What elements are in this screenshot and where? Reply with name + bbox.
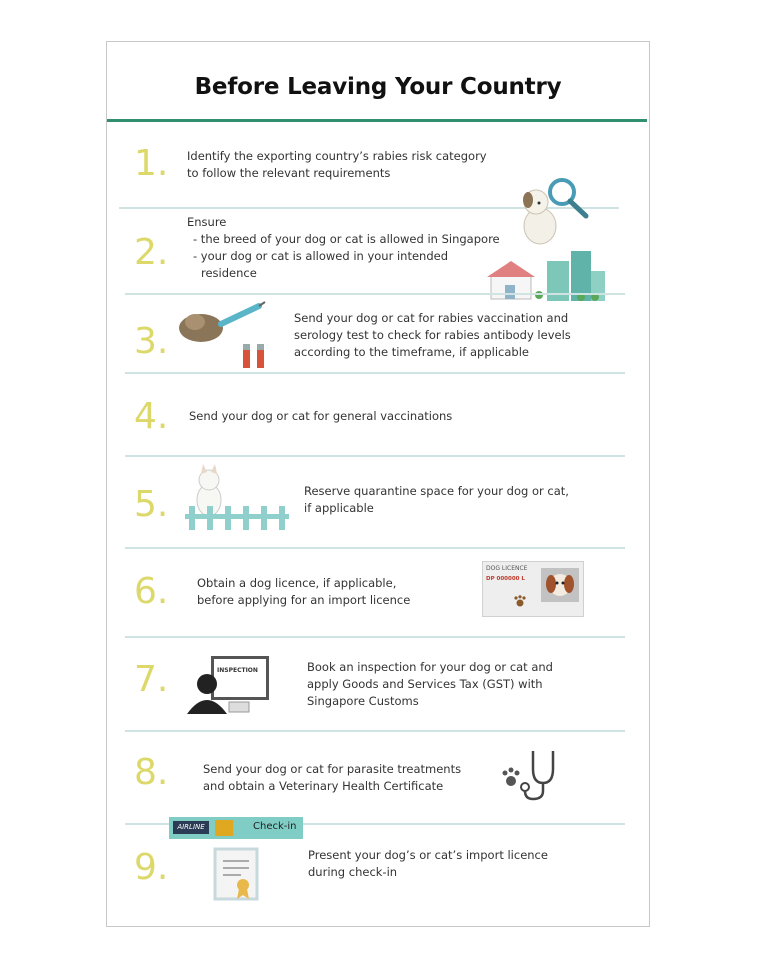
kitten-fence-icon: [185, 462, 289, 532]
import-licence-document-icon: [211, 847, 263, 903]
step-9-text: [308, 847, 548, 881]
step-9-line-2: during check-in: [308, 865, 398, 879]
step-7-line-2: apply Goods and Services Tax (GST) with: [307, 677, 543, 691]
step-6-text: [197, 575, 410, 609]
step-3-line-1: Send your dog or cat for rabies vaccination and: [294, 311, 569, 325]
step-8-number: 8.: [134, 752, 169, 793]
dog-magnifier-icon: [512, 176, 602, 248]
step-4-line-1: Send your dog or cat for general vaccinations: [189, 409, 453, 423]
step-divider: [125, 293, 625, 295]
title-underline: [107, 119, 647, 122]
step-2-line-1: Ensure: [187, 215, 227, 229]
step-3-text: [294, 310, 571, 361]
step-9-number: 9.: [134, 847, 169, 888]
step-2-line-3: - your dog or cat is allowed in your intended: [193, 249, 448, 263]
step-7-number: 7.: [134, 659, 169, 700]
dog-photo-icon: [541, 568, 579, 602]
step-7-line-3: Singapore Customs: [307, 694, 419, 708]
step-2-line-4: residence: [201, 266, 257, 280]
step-9-line-1: Present your dog’s or cat’s import licence: [308, 848, 548, 862]
step-1-line-2: to follow the relevant requirements: [187, 166, 391, 180]
checkin-label: Check-in: [253, 821, 297, 832]
step-divider: [125, 372, 625, 374]
step-4-text: [189, 408, 452, 425]
step-5-text: [304, 483, 569, 517]
step-divider: [125, 636, 625, 638]
inspection-label: INSPECTION: [217, 667, 258, 674]
paw-print-icon: [513, 595, 527, 607]
step-1-number: 1.: [134, 143, 169, 184]
step-divider: [125, 730, 625, 732]
step-5-line-1: Reserve quarantine space for your dog or cat,: [304, 484, 569, 498]
step-3-line-2: serology test to check for rabies antibody levels: [294, 328, 571, 342]
dog-licence-number: DP 000000 L: [486, 576, 525, 582]
step-2-number: 2.: [134, 232, 169, 273]
dog-licence-card: [482, 561, 584, 617]
step-5-line-2: if applicable: [304, 501, 374, 515]
step-6-line-2: before applying for an import licence: [197, 593, 411, 607]
page-title: Before Leaving Your Country: [194, 74, 562, 100]
luggage-icon: [215, 820, 233, 836]
step-6-line-1: Obtain a dog licence, if applicable,: [197, 576, 397, 590]
step-2-line-2: - the breed of your dog or cat is allowed in Singapore: [193, 232, 500, 246]
step-divider: [125, 455, 625, 457]
step-7-text: [307, 659, 553, 710]
step-1-line-1: Identify the exporting country’s rabies risk category: [187, 149, 487, 163]
step-3-number: 3.: [134, 321, 169, 362]
step-8-text: [203, 761, 461, 795]
step-3-line-3: according to the timeframe, if applicable: [294, 345, 529, 359]
step-8-line-2: and obtain a Veterinary Health Certificate: [203, 779, 444, 793]
step-2-text: [187, 214, 500, 282]
cat-syringe-icon: [177, 300, 267, 372]
infographic-card: [106, 41, 650, 927]
step-4-number: 4.: [134, 396, 169, 437]
airline-label: AIRLINE: [173, 821, 209, 834]
inspector-person-icon: [185, 672, 255, 716]
step-7-line-1: Book an inspection for your dog or cat and: [307, 660, 553, 674]
step-1-text: [187, 148, 487, 182]
airline-checkin-banner: [169, 817, 303, 839]
step-6-number: 6.: [134, 571, 169, 612]
dog-licence-label: DOG LICENCE: [486, 565, 528, 572]
step-5-number: 5.: [134, 484, 169, 525]
stethoscope-icon: [499, 747, 559, 801]
step-divider: [125, 547, 625, 549]
step-8-line-1: Send your dog or cat for parasite treatments: [203, 762, 462, 776]
